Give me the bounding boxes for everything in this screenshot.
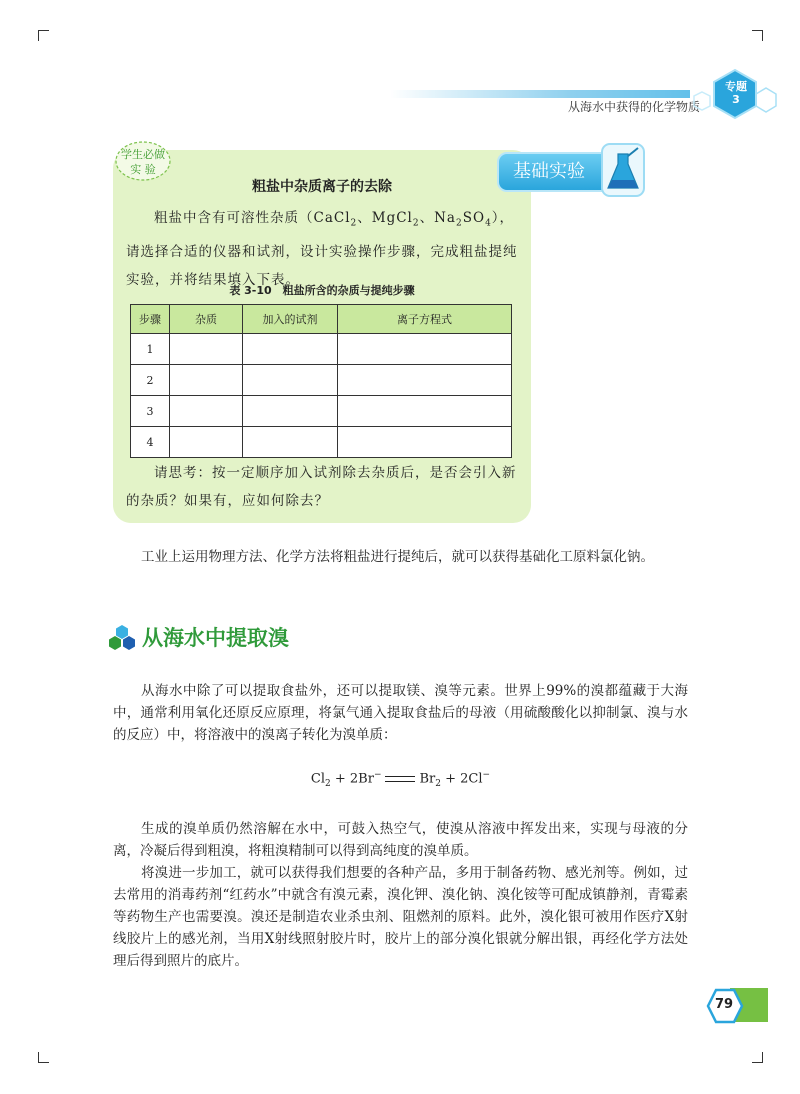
basic-experiment-banner: 基础实验 [497, 152, 631, 192]
table-row [131, 396, 512, 427]
header-impurity: 杂质 [170, 305, 243, 334]
equation-cell[interactable] [338, 427, 512, 458]
step-number: 4 [131, 427, 170, 458]
equation-cell[interactable] [338, 334, 512, 365]
crop-mark-top-left [38, 30, 49, 41]
equation-cell[interactable] [338, 396, 512, 427]
paragraph-bromine-intro: 从海水中除了可以提取食盐外，还可以提取镁、溴等元素。世界上99%的溴都蕴藏于大海中，通常利用氧化还原反应原理，将氯气通入提取食盐后的母液（用硫酸酸化以抑制氯、溴与水的反应）中，将溶液中的溴离子转化为溴单质： [113, 683, 688, 743]
reagent-cell[interactable] [243, 334, 338, 365]
page-number: 79 [714, 997, 734, 1012]
think-question: 请思考：按一定顺序加入试剂除去杂质后，是否会引入新的杂质？如果有，应如何除去？ [126, 465, 517, 509]
chapter-title: 从海水中获得的化学物质 [567, 100, 700, 114]
table-row [131, 365, 512, 396]
crop-mark-top-right [752, 30, 763, 41]
topic-badge [716, 74, 756, 114]
table-row [131, 334, 512, 365]
header-reagent: 加入的试剂 [243, 305, 338, 334]
header-rule [390, 90, 690, 98]
table-row [131, 427, 512, 458]
topic-label: 专题 [725, 80, 747, 93]
experiment-title: 粗盐中杂质离子的去除 [252, 179, 392, 195]
reagent-cell[interactable] [243, 365, 338, 396]
impurity-cell[interactable] [170, 396, 243, 427]
experiment-intro: 粗盐中含有可溶性杂质（CaCl$_2$、MgCl$_2$、$Na_2SO_4$），请选择合适的仪器和试剂，设计实验操作步骤，完成粗盐提纯实验，并将结果填入下表。 [126, 210, 518, 288]
step-number: 2 [131, 365, 170, 396]
paragraph-bromine-uses: 将溴进一步加工，就可以获得我们想要的各种产品，多用于制备药物、感光剂等。例如，过去常用的消毒药剂“红药水”中就含有溴元素，溴化钾、溴化钠、溴化铵等可配成镇静剂，青霉素等药物生产也需要溴。溴还是制造农业杀虫剂、阻燃剂的原料。此外，溴化银可被用作医疗X射线胶片上的感光剂，当用X射线照射胶片时，胶片上的部分溴化银就分解出银，再经化学方法处理后得到照片的底片。 [113, 865, 688, 969]
badge-text-bottom: 实 验 [130, 163, 156, 176]
paragraph-bromine-separation: 生成的溴单质仍然溶解在水中，可鼓入热空气，使溴从溶液中挥发出来，实现与母液的分离，冷凝后得到粗溴，将粗溴精制可以得到高纯度的溴单质。 [113, 821, 688, 859]
impurity-cell[interactable] [170, 427, 243, 458]
table-caption: 表 3-10 粗盐所含的杂质与提纯步骤 [229, 284, 415, 297]
table-header-row [131, 305, 512, 334]
paragraph-industry: 工业上运用物理方法、化学方法将粗盐进行提纯后，就可以获得基础化工原料氯化钠。 [141, 549, 654, 565]
topic-number: 3 [732, 93, 740, 106]
header-ionic-equation: 离子方程式 [338, 305, 512, 334]
header-step: 步骤 [131, 305, 170, 334]
purification-steps-table [130, 304, 512, 458]
equation-cell[interactable] [338, 365, 512, 396]
reagent-cell[interactable] [243, 396, 338, 427]
equals-sign [385, 776, 415, 782]
step-number: 3 [131, 396, 170, 427]
impurity-cell[interactable] [170, 365, 243, 396]
flask-icon [598, 142, 648, 198]
reagent-cell[interactable] [243, 427, 338, 458]
crop-mark-bottom-right [752, 1052, 763, 1063]
chemical-equation: $Cl_2 + 2Br^-$ $Br_2 + 2Cl^-$ [310, 770, 491, 789]
badge-text-top: 学生必做 [121, 148, 165, 161]
crop-mark-bottom-left [38, 1052, 49, 1063]
section-title: 从海水中提取溴 [142, 626, 289, 650]
step-number: 1 [131, 334, 170, 365]
section-cube-icon [108, 624, 136, 652]
impurity-cell[interactable] [170, 334, 243, 365]
